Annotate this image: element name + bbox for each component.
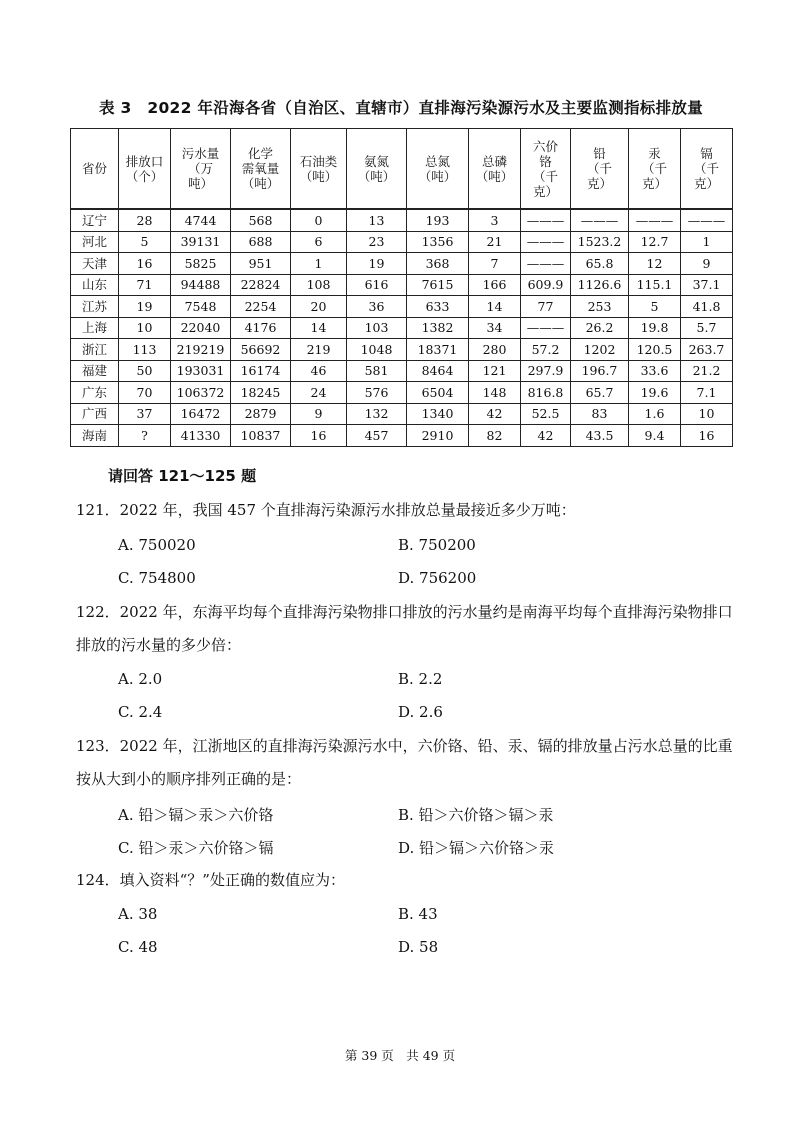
option-c[interactable]: C. 754800 — [118, 569, 196, 587]
province-cell: 广西 — [71, 403, 119, 425]
province-cell: 福建 — [71, 360, 119, 382]
table-cell: 5825 — [171, 253, 231, 275]
header-cell: 氨氮 （吨） — [347, 129, 407, 210]
table-row — [71, 403, 733, 425]
table-cell: 28 — [119, 209, 171, 231]
table-cell: 12 — [629, 253, 681, 275]
table-cell: 1523.2 — [571, 231, 629, 253]
table-cell: 253 — [571, 296, 629, 318]
table-cell: 103 — [347, 317, 407, 339]
page-footer: 第 39 页 共 49 页 — [344, 1048, 456, 1063]
table-cell: 6 — [291, 231, 347, 253]
table-body — [71, 209, 733, 446]
table-cell: 42 — [469, 403, 521, 425]
table-cell: 83 — [571, 403, 629, 425]
header-cell: 排放口 （个） — [119, 129, 171, 210]
table-cell: 581 — [347, 360, 407, 382]
province-cell: 江苏 — [71, 296, 119, 318]
table-cell: 5.7 — [681, 317, 733, 339]
table-cell: ? — [119, 425, 171, 447]
question-123 — [76, 730, 736, 796]
table-cell: 633 — [407, 296, 469, 318]
table-cell: 132 — [347, 403, 407, 425]
data-table — [70, 128, 733, 447]
table-cell: 14 — [469, 296, 521, 318]
table-cell: 19.8 — [629, 317, 681, 339]
header-cell: 镉 （千 克） — [681, 129, 733, 210]
province-cell: 天津 — [71, 253, 119, 275]
table-row — [71, 317, 733, 339]
table-cell: 280 — [469, 339, 521, 361]
table-cell: 1 — [681, 231, 733, 253]
table-cell: ——— — [521, 209, 571, 231]
table-cell: 24 — [291, 382, 347, 404]
table-cell: 36 — [347, 296, 407, 318]
header-cell: 总氮 （吨） — [407, 129, 469, 210]
table-cell: 12.7 — [629, 231, 681, 253]
table-cell: 616 — [347, 274, 407, 296]
table-cell: 297.9 — [521, 360, 571, 382]
table-cell: ——— — [571, 209, 629, 231]
table-cell: 19 — [119, 296, 171, 318]
table-cell: 7 — [469, 253, 521, 275]
table-cell: 56692 — [231, 339, 291, 361]
table-cell: 368 — [407, 253, 469, 275]
table-cell: 19 — [347, 253, 407, 275]
table-cell: 576 — [347, 382, 407, 404]
table-cell: 4744 — [171, 209, 231, 231]
table-cell: 568 — [231, 209, 291, 231]
table-cell: 20 — [291, 296, 347, 318]
table-cell: 8464 — [407, 360, 469, 382]
header-cell: 省份 — [71, 129, 119, 210]
option-c[interactable]: C. 48 — [118, 938, 158, 956]
province-cell: 广东 — [71, 382, 119, 404]
table-header-row — [71, 129, 733, 210]
table-cell: 1 — [291, 253, 347, 275]
table-cell: 16 — [119, 253, 171, 275]
table-cell: 3 — [469, 209, 521, 231]
option-c[interactable]: C. 2.4 — [118, 703, 163, 721]
table-cell: 52.5 — [521, 403, 571, 425]
table-cell: 193031 — [171, 360, 231, 382]
table-cell: 37.1 — [681, 274, 733, 296]
table-cell: 46 — [291, 360, 347, 382]
table-row — [71, 231, 733, 253]
table-cell: 148 — [469, 382, 521, 404]
table-cell: 43.5 — [571, 425, 629, 447]
header-cell: 汞 （千 克） — [629, 129, 681, 210]
table-cell: 816.8 — [521, 382, 571, 404]
table-cell: 219219 — [171, 339, 231, 361]
table-row — [71, 296, 733, 318]
table-row — [71, 253, 733, 275]
table-cell: 94488 — [171, 274, 231, 296]
table-cell: 193 — [407, 209, 469, 231]
table-cell: 71 — [119, 274, 171, 296]
question-text: 2022 年，东海平均每个直排海污染物排口排放的污水量约是南海平均每个直排海污染物排口排放的污水量的多少倍： — [76, 603, 733, 654]
table-cell: 609.9 — [521, 274, 571, 296]
table-cell: 57.2 — [521, 339, 571, 361]
table-row — [71, 274, 733, 296]
table-cell: 1.6 — [629, 403, 681, 425]
table-cell: 196.7 — [571, 360, 629, 382]
province-cell: 浙江 — [71, 339, 119, 361]
province-cell: 上海 — [71, 317, 119, 339]
province-cell: 辽宁 — [71, 209, 119, 231]
table-cell: 1356 — [407, 231, 469, 253]
table-cell: 5 — [629, 296, 681, 318]
question-number: 122． — [76, 603, 120, 621]
table-cell: 7548 — [171, 296, 231, 318]
table-cell: 21 — [469, 231, 521, 253]
table-row — [71, 425, 733, 447]
table-cell: 10 — [119, 317, 171, 339]
table-cell: 108 — [291, 274, 347, 296]
table-cell: 951 — [231, 253, 291, 275]
table-cell: 41.8 — [681, 296, 733, 318]
table-cell: 7615 — [407, 274, 469, 296]
table-cell: 5 — [119, 231, 171, 253]
table-cell: ——— — [521, 317, 571, 339]
table-cell: 121 — [469, 360, 521, 382]
table-cell: 82 — [469, 425, 521, 447]
table-cell: 19.6 — [629, 382, 681, 404]
instruction: 请回答 121～125 题 — [108, 467, 257, 485]
option-b[interactable]: B. 43 — [398, 905, 438, 923]
question-124 — [76, 864, 736, 897]
table-cell: 13 — [347, 209, 407, 231]
table-cell: 9 — [291, 403, 347, 425]
option-b[interactable]: B. 铅＞六价铬＞镉＞汞 — [398, 806, 554, 824]
table-cell: 9 — [681, 253, 733, 275]
table-cell: 4176 — [231, 317, 291, 339]
table-cell: 1340 — [407, 403, 469, 425]
table-cell: 120.5 — [629, 339, 681, 361]
table-cell: 2910 — [407, 425, 469, 447]
table-title: 表 3 2022 年沿海各省（自治区、直辖市）直排海污染源污水及主要监测指标排放量 — [98, 99, 704, 117]
table-row — [71, 360, 733, 382]
table-cell: 16 — [681, 425, 733, 447]
province-cell: 海南 — [71, 425, 119, 447]
province-cell: 河北 — [71, 231, 119, 253]
table-cell: ——— — [521, 231, 571, 253]
table-cell: 10 — [681, 403, 733, 425]
table-cell: 77 — [521, 296, 571, 318]
table-cell: 65.8 — [571, 253, 629, 275]
option-c[interactable]: C. 铅＞汞＞六价铬＞镉 — [118, 839, 274, 857]
table-cell: ——— — [521, 253, 571, 275]
header-cell: 铅 （千 克） — [571, 129, 629, 210]
table-cell: 22040 — [171, 317, 231, 339]
table-cell: ——— — [681, 209, 733, 231]
table-cell: 1048 — [347, 339, 407, 361]
option-d[interactable]: D. 756200 — [398, 569, 477, 587]
table-cell: 219 — [291, 339, 347, 361]
option-b[interactable]: B. 2.2 — [398, 670, 443, 688]
table-cell: 7.1 — [681, 382, 733, 404]
table-row — [71, 209, 733, 231]
table-cell: 0 — [291, 209, 347, 231]
table-cell: 113 — [119, 339, 171, 361]
table-cell: 166 — [469, 274, 521, 296]
table-cell: 16472 — [171, 403, 231, 425]
table-cell: 1126.6 — [571, 274, 629, 296]
table-cell: 2254 — [231, 296, 291, 318]
table-cell: 65.7 — [571, 382, 629, 404]
table-cell: 18371 — [407, 339, 469, 361]
table-cell: 33.6 — [629, 360, 681, 382]
table-cell: 106372 — [171, 382, 231, 404]
header-cell: 总磷 （吨） — [469, 129, 521, 210]
table-cell: 26.2 — [571, 317, 629, 339]
table-cell: 1202 — [571, 339, 629, 361]
table-cell: 18245 — [231, 382, 291, 404]
question-122 — [76, 596, 736, 662]
table-cell: 70 — [119, 382, 171, 404]
table-cell: 50 — [119, 360, 171, 382]
table-cell: 688 — [231, 231, 291, 253]
table-cell: 41330 — [171, 425, 231, 447]
option-b[interactable]: B. 750200 — [398, 536, 476, 554]
header-cell: 石油类 （吨） — [291, 129, 347, 210]
table-cell: 6504 — [407, 382, 469, 404]
table-cell: 9.4 — [629, 425, 681, 447]
table-cell: ——— — [629, 209, 681, 231]
question-number: 121． — [76, 501, 120, 519]
table-cell: 23 — [347, 231, 407, 253]
option-d[interactable]: D. 58 — [398, 938, 439, 956]
option-a[interactable]: A. 750020 — [118, 536, 196, 554]
province-cell: 山东 — [71, 274, 119, 296]
question-number: 124． — [76, 871, 120, 889]
table-cell: 42 — [521, 425, 571, 447]
question-121 — [76, 494, 736, 527]
table-cell: 14 — [291, 317, 347, 339]
table-cell: 21.2 — [681, 360, 733, 382]
option-a[interactable]: A. 铅＞镉＞汞＞六价铬 — [118, 806, 274, 824]
table-cell: 37 — [119, 403, 171, 425]
table-cell: 10837 — [231, 425, 291, 447]
table-cell: 16 — [291, 425, 347, 447]
header-cell: 污水量 （万 吨） — [171, 129, 231, 210]
table-row — [71, 382, 733, 404]
table-cell: 115.1 — [629, 274, 681, 296]
table-cell: 1382 — [407, 317, 469, 339]
table-cell: 2879 — [231, 403, 291, 425]
table-cell: 22824 — [231, 274, 291, 296]
header-cell: 化学 需氧量 （吨） — [231, 129, 291, 210]
question-number: 123． — [76, 737, 120, 755]
table-cell: 457 — [347, 425, 407, 447]
table-row — [71, 339, 733, 361]
table-cell: 39131 — [171, 231, 231, 253]
header-cell: 六价 铬 （千 克） — [521, 129, 571, 210]
table-cell: 263.7 — [681, 339, 733, 361]
question-text: 填入资料“？”处正确的数值应为： — [119, 871, 345, 889]
option-a[interactable]: A. 38 — [118, 905, 158, 923]
question-text: 2022 年，江浙地区的直排海污染源污水中，六价铬、铅、汞、镉的排放量占污水总量的比重按从大到小的顺序排列正确的是： — [76, 737, 733, 788]
table-cell: 34 — [469, 317, 521, 339]
question-text: 2022 年，我国 457 个直排海污染源污水排放总量最接近多少万吨： — [119, 501, 576, 519]
option-a[interactable]: A. 2.0 — [118, 670, 163, 688]
option-d[interactable]: D. 2.6 — [398, 703, 443, 721]
option-d[interactable]: D. 铅＞镉＞六价铬＞汞 — [398, 839, 555, 857]
table-cell: 16174 — [231, 360, 291, 382]
